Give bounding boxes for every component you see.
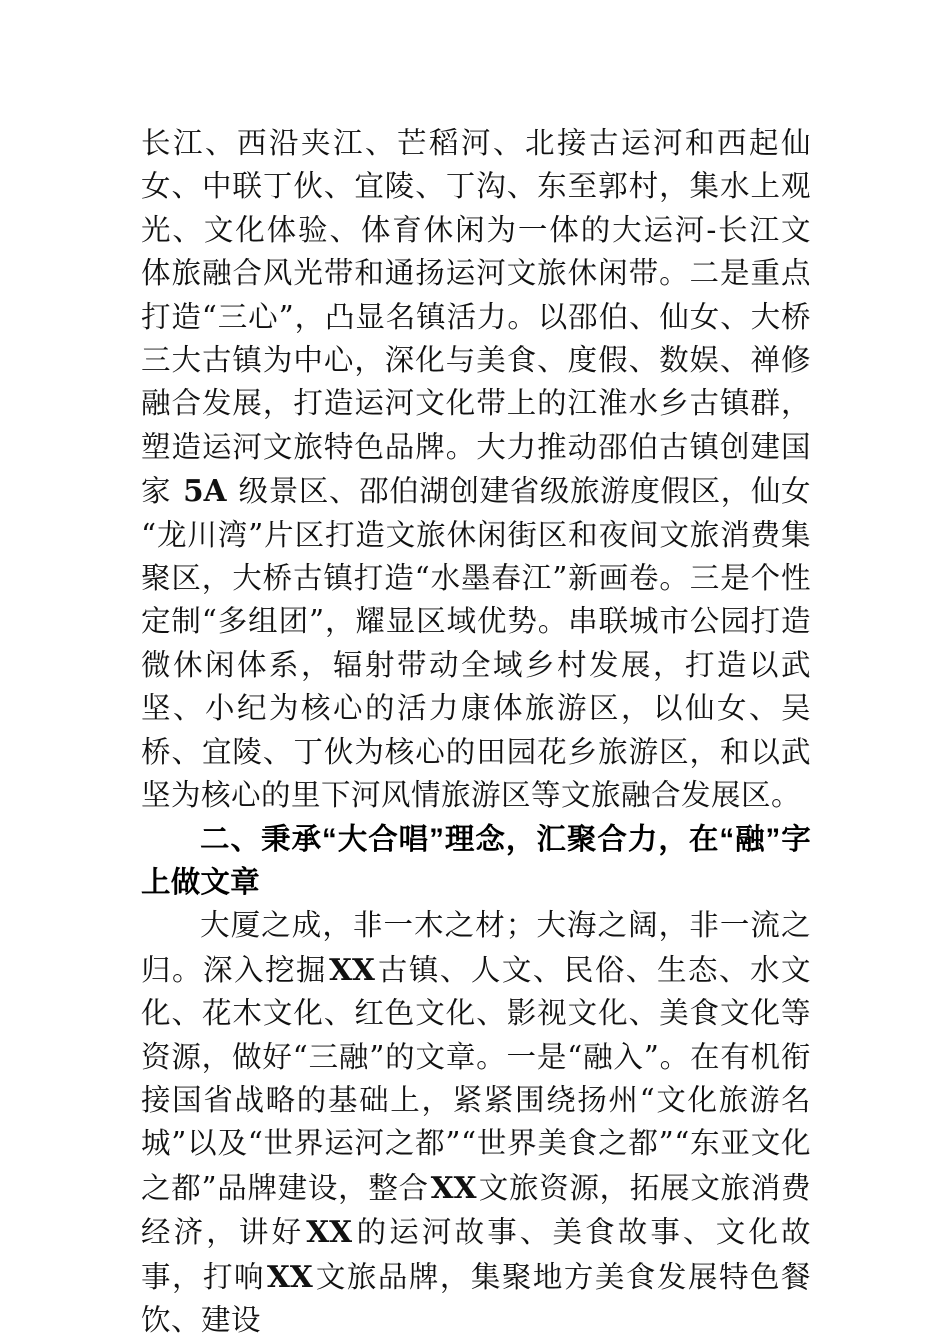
paragraph-2-latin-xx-4: XX xyxy=(267,1258,313,1294)
paragraph-continued-from-previous-page xyxy=(141,122,811,818)
paragraph-section-two-body xyxy=(141,904,811,1342)
page-content-area xyxy=(141,122,811,1344)
paragraph-1-text-part-2: 级景区、邵伯湖创建省级旅游度假区，仙女“龙川湾”片区打造文旅休闲街区和夜间文旅消费集聚区，大桥古镇打造“水墨春江”新画卷。三是个性定制“多组团”，耀显区域优势。串联城市公园打造微休闲体系，辐射带动全域乡村发展，打造以武坚、小纪为核心的活力康体旅游区，以仙女、吴桥、宜陵、丁伙为核心的田园花乡旅游区，和以武坚为核心的里下河风情旅游区等文旅融合发展区。 xyxy=(141,474,811,813)
section-heading-two: 二、秉承“大合唱”理念，汇聚合力，在“融”字上做文章 xyxy=(141,822,811,899)
paragraph-2-latin-xx-3: XX xyxy=(306,1214,352,1250)
paragraph-2-text-part-4: 的运河故事、美食故事、文化故事，打响 xyxy=(141,1215,811,1294)
paragraph-1-latin-5a: 5A xyxy=(183,473,227,509)
paragraph-1-text-part-1: 长江、西沿夹江、芒稻河、北接古运河和西起仙女、中联丁伙、宜陵、丁沟、东至郭村，集水上观光、文化体验、体育休闲为一体的大运河-长江文体旅融合风光带和通扬运河文旅休闲带。二是重点打造“三心”，凸显名镇活力。以邵伯、仙女、大桥三大古镇为中心，深化与美食、度假、数娱、禅修融合发展，打造运河文化带上的江淮水乡古镇群，塑造运河文旅特色品牌。大力推动邵伯古镇创建国家 xyxy=(141,126,811,509)
paragraph-2-text-part-2: 古镇、人文、民俗、生态、水文化、花木文化、红色文化、影视文化、美食文化等资源，做好“三融”的文章。一是“融入”。在有机衔接国省战略的基础上，紧紧围绕扬州“文化旅游名城”以及“世界运河之都”“世界美食之都”“东亚文化之都”品牌建设，整合 xyxy=(141,952,811,1205)
paragraph-2-latin-xx-1: XX xyxy=(329,951,375,987)
paragraph-2-text-part-3: 文旅资源，拓展文旅消费经济，讲好 xyxy=(141,1170,811,1250)
paragraph-2-text-part-1: 大厦之成，非一木之材；大海之阔，非一流之归。深入挖掘 xyxy=(141,908,811,987)
paragraph-2-latin-xx-2: XX xyxy=(430,1169,477,1205)
paragraph-2-text-part-5: 文旅品牌，集聚地方美食发展特色餐饮、建设 xyxy=(141,1259,811,1337)
